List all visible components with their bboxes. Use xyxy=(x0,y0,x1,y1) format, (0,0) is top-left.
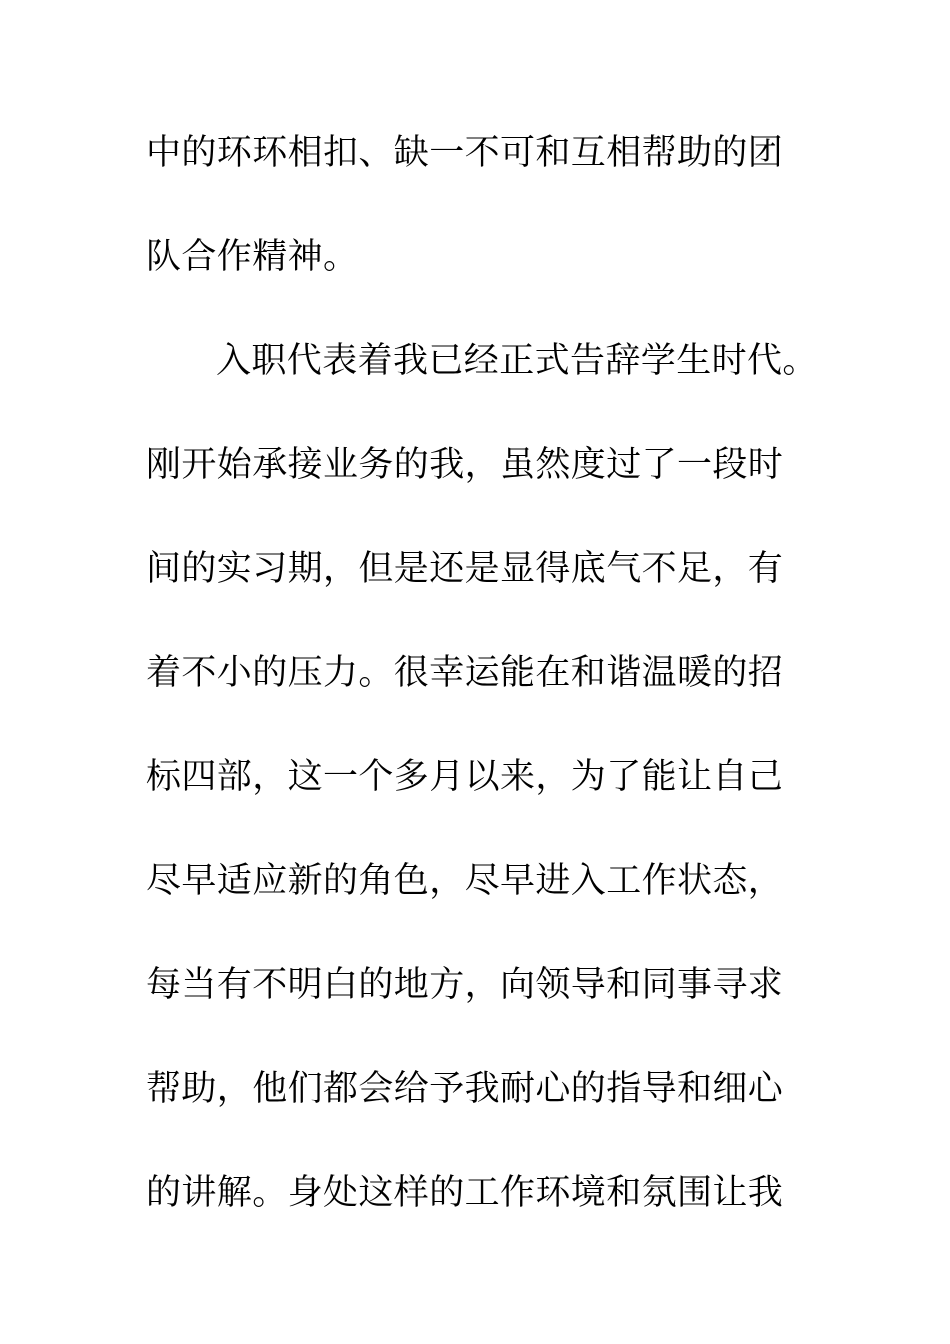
text-line: 标四部，这一个多月以来，为了能让自己 xyxy=(146,757,784,797)
text-line: 的讲解。身处这样的工作环境和氛围让我 xyxy=(146,1173,784,1213)
body-text xyxy=(146,127,826,1271)
text-line: 间的实习期，但是还是显得底气不足，有 xyxy=(146,549,784,589)
text-line: 刚开始承接业务的我，虽然度过了一段时 xyxy=(146,445,784,485)
text-line: 着不小的压力。很幸运能在和谐温暖的招 xyxy=(146,653,784,693)
text-line: 帮助，他们都会给予我耐心的指导和细心 xyxy=(146,1069,784,1109)
text-line: 中的环环相扣、缺一不可和互相帮助的团 xyxy=(146,133,784,173)
text-line: 每当有不明白的地方，向领导和同事寻求 xyxy=(146,965,784,1005)
text-line: 尽早适应新的角色，尽早进入工作状态， xyxy=(146,861,784,901)
paragraph-first-line: 入职代表着我已经正式告辞学生时代。 xyxy=(216,341,818,381)
text-line: 队合作精神。 xyxy=(146,237,359,277)
